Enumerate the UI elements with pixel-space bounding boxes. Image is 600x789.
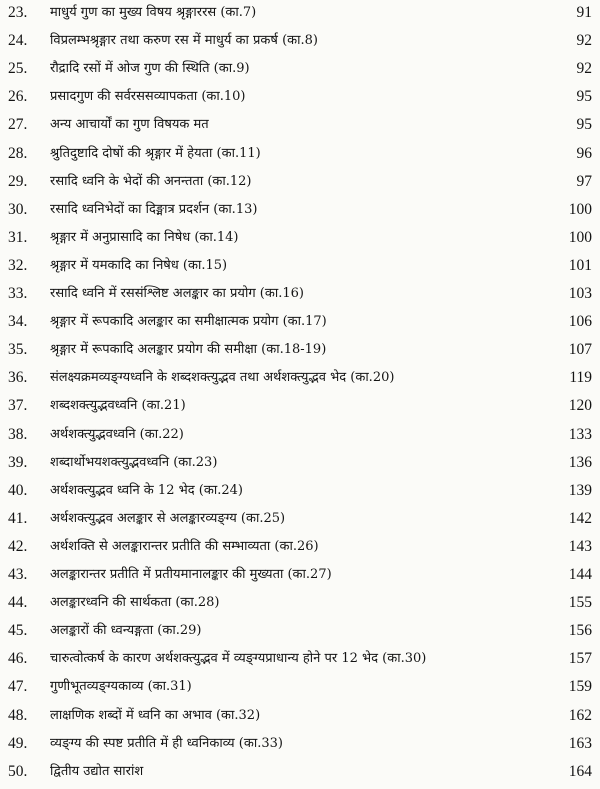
toc-entry-page-number: 163 bbox=[568, 734, 592, 752]
toc-entry-number: 23. bbox=[8, 4, 28, 21]
toc-entry-page-number: 143 bbox=[568, 537, 592, 555]
toc-entry-title: श्रृङ्गार में रूपकादि अलङ्कार प्रयोग की समीक्षा (का.18-19) bbox=[50, 342, 327, 358]
toc-entry-title: श्रुतिदुष्टादि दोषों की श्रृङ्गार में हेयता (का.11) bbox=[50, 145, 261, 161]
toc-entry bbox=[0, 139, 600, 169]
toc-entry-title: श्रृङ्गार में अनुप्रासादि का निषेध (का.14) bbox=[50, 229, 239, 245]
toc-entry-title: रसादि ध्वनि में रससंश्लिष्ट अलङ्कार का प्रयोग (का.16) bbox=[50, 286, 304, 301]
toc-entry-number: 42. bbox=[8, 537, 28, 555]
toc-entry-page-number: 100 bbox=[568, 200, 592, 218]
toc-entry-number: 47. bbox=[8, 678, 28, 696]
toc-entry-number: 44. bbox=[8, 594, 28, 612]
toc-entry-page-number: 139 bbox=[568, 481, 592, 499]
toc-entry-title: संलक्ष्यक्रमव्यङ्ग्यध्वनि के शब्दशक्त्युद्भव तथा अर्थशक्त्युद्भव भेद (का.20) bbox=[50, 370, 395, 386]
toc-entry-title: व्यङ्ग्य की स्पष्ट प्रतीति में ही ध्वनिकाव्य (का.33) bbox=[50, 735, 283, 751]
toc-entry-page-number: 97 bbox=[576, 172, 592, 190]
toc-entry-title: चारुत्वोत्कर्ष के कारण अर्थशक्त्युद्भव में व्यङ्ग्यप्राधान्य होने पर 12 भेद (का.30) bbox=[50, 651, 427, 667]
toc-entry-page-number: 136 bbox=[568, 453, 592, 471]
toc-entry-title: अलङ्कारों की ध्वन्यङ्गता (का.29) bbox=[50, 623, 202, 639]
toc-entry-title: शब्दार्थोभयशक्त्युद्भवध्वनि (का.23) bbox=[50, 454, 218, 470]
toc-entry-page-number: 162 bbox=[568, 706, 592, 724]
toc-entry-number: 46. bbox=[8, 650, 28, 668]
toc-entry-page-number: 92 bbox=[576, 60, 592, 78]
toc-entry-title: अर्थशक्त्युद्भव अलङ्कार से अलङ्कारव्यङ्ग्य (का.25) bbox=[50, 510, 286, 526]
toc-entry-title: रसादि ध्वनिभेदों का दिङ्मात्र प्रदर्शन (का.13) bbox=[50, 201, 258, 217]
toc-entry-title: लाक्षणिक शब्दों में ध्वनि का अभाव (का.32) bbox=[50, 707, 261, 723]
toc-entry-title: अलङ्कारान्तर प्रतीति में प्रतीयमानालङ्कार की मुख्यता (का.27) bbox=[50, 567, 332, 582]
toc-entry-number: 24. bbox=[8, 32, 28, 50]
toc-entry-number: 25. bbox=[8, 60, 28, 78]
toc-entry-number: 26. bbox=[8, 88, 28, 106]
toc-entry-number: 45. bbox=[8, 622, 28, 640]
toc-entry-title: गुणीभूतव्यङ्ग्यकाव्य (का.31) bbox=[50, 679, 192, 695]
toc-entry-title: अर्थशक्त्युद्भव ध्वनि के 12 भेद (का.24) bbox=[50, 482, 243, 498]
toc-entry bbox=[0, 279, 600, 309]
toc-entry bbox=[0, 167, 600, 197]
toc-entry-number: 36. bbox=[8, 369, 28, 387]
toc-entry-title: अर्थशक्त्युद्भवध्वनि (का.22) bbox=[50, 426, 184, 442]
toc-entry-page-number: 120 bbox=[568, 397, 592, 415]
toc-entry-page-number: 144 bbox=[568, 566, 592, 583]
toc-entry-page-number: 106 bbox=[568, 313, 592, 331]
toc-entry-number: 34. bbox=[8, 313, 28, 331]
toc-entry-number: 32. bbox=[8, 256, 28, 274]
toc-entry-number: 35. bbox=[8, 341, 28, 359]
toc-entry-page-number: 103 bbox=[568, 285, 592, 302]
toc-entry-number: 38. bbox=[8, 425, 28, 443]
toc-entry-number: 31. bbox=[8, 228, 28, 246]
toc-entry-title: अन्य आचार्यों का गुण विषयक मत bbox=[50, 117, 209, 133]
toc-entry bbox=[0, 110, 600, 140]
toc-entry-page-number: 164 bbox=[568, 762, 592, 780]
toc-entry-page-number: 155 bbox=[568, 594, 592, 612]
toc-entry-title: शब्दशक्त्युद्भवध्वनि (का.21) bbox=[50, 398, 186, 414]
toc-entry-number: 30. bbox=[8, 200, 28, 218]
toc-entry bbox=[0, 729, 600, 759]
toc-entry-page-number: 96 bbox=[576, 144, 592, 162]
toc-entry-title: अर्थशक्ति से अलङ्कारान्तर प्रतीति की सम्भाव्यता (का.26) bbox=[50, 538, 319, 554]
toc-entry-page-number: 159 bbox=[568, 678, 592, 696]
toc-entry-page-number: 142 bbox=[568, 509, 592, 527]
toc-entry bbox=[0, 251, 600, 281]
toc-entry-number: 29. bbox=[8, 172, 28, 190]
toc-entry bbox=[0, 195, 600, 225]
toc-entry-title: अलङ्कारध्वनि की सार्थकता (का.28) bbox=[50, 595, 220, 611]
toc-entry-title: रसादि ध्वनि के भेदों की अनन्तता (का.12) bbox=[50, 173, 252, 189]
toc-entry-number: 27. bbox=[8, 116, 28, 134]
toc-entry-page-number: 107 bbox=[568, 341, 592, 359]
toc-entry-number: 28. bbox=[8, 144, 28, 162]
toc-entry bbox=[0, 420, 600, 450]
toc-entry-number: 48. bbox=[8, 706, 28, 724]
toc-entry-title: विप्रलम्भश्रृङ्गार तथा करुण रस में माधुर्य का प्रकर्ष (का.8) bbox=[50, 33, 318, 49]
toc-entry-title: प्रसादगुण की सर्वरससव्यापकता (का.10) bbox=[50, 89, 246, 105]
toc-entry bbox=[0, 701, 600, 731]
toc-entry-number: 37. bbox=[8, 397, 28, 415]
toc-entry-number: 40. bbox=[8, 481, 28, 499]
toc-entry bbox=[0, 672, 600, 702]
toc-entry-page-number: 119 bbox=[569, 369, 592, 387]
toc-entry bbox=[0, 588, 600, 618]
toc-entry-title: रौद्रादि रसों में ओज गुण की स्थिति (का.9) bbox=[50, 61, 250, 77]
toc-entry-page-number: 92 bbox=[576, 32, 592, 50]
toc-entry bbox=[0, 560, 600, 590]
toc-entry bbox=[0, 223, 600, 253]
toc-entry-page-number: 95 bbox=[576, 116, 592, 134]
toc-entry-page-number: 91 bbox=[576, 4, 592, 21]
toc-entry bbox=[0, 307, 600, 337]
toc-entry bbox=[0, 504, 600, 534]
toc-entry-page-number: 133 bbox=[568, 425, 592, 443]
toc-entry bbox=[0, 363, 600, 393]
toc-entry bbox=[0, 476, 600, 506]
toc-entry-number: 39. bbox=[8, 453, 28, 471]
toc-entry-page-number: 95 bbox=[576, 88, 592, 106]
toc-entry-title: श्रृङ्गार में रूपकादि अलङ्कार का समीक्षात्मक प्रयोग (का.17) bbox=[50, 314, 327, 330]
toc-entry bbox=[0, 616, 600, 646]
toc-entry bbox=[0, 26, 600, 56]
toc-entry-number: 43. bbox=[8, 566, 28, 583]
toc-entry bbox=[0, 644, 600, 674]
toc-entry bbox=[0, 335, 600, 365]
toc-entry-page-number: 156 bbox=[568, 622, 592, 640]
toc-entry-title: श्रृङ्गार में यमकादि का निषेध (का.15) bbox=[50, 257, 228, 273]
toc-entry bbox=[0, 448, 600, 478]
toc-entry-page-number: 100 bbox=[568, 228, 592, 246]
toc-entry-page-number: 101 bbox=[568, 256, 592, 274]
toc-entry bbox=[0, 0, 600, 28]
toc-entry-number: 50. bbox=[8, 762, 28, 780]
toc-entry bbox=[0, 82, 600, 112]
toc-entry-page-number: 157 bbox=[568, 650, 592, 668]
toc-entry-title: माधुर्य गुण का मुख्य विषय श्रृङ्गाररस (का.7) bbox=[50, 5, 257, 20]
toc-entry bbox=[0, 54, 600, 84]
toc-entry-number: 33. bbox=[8, 285, 28, 302]
toc-entry bbox=[0, 532, 600, 562]
toc-entry bbox=[0, 391, 600, 421]
toc-entry-number: 49. bbox=[8, 734, 28, 752]
toc-entry bbox=[0, 757, 600, 787]
toc-entry-title: द्वितीय उद्योत सारांश bbox=[50, 763, 144, 779]
toc-entry-number: 41. bbox=[8, 509, 28, 527]
